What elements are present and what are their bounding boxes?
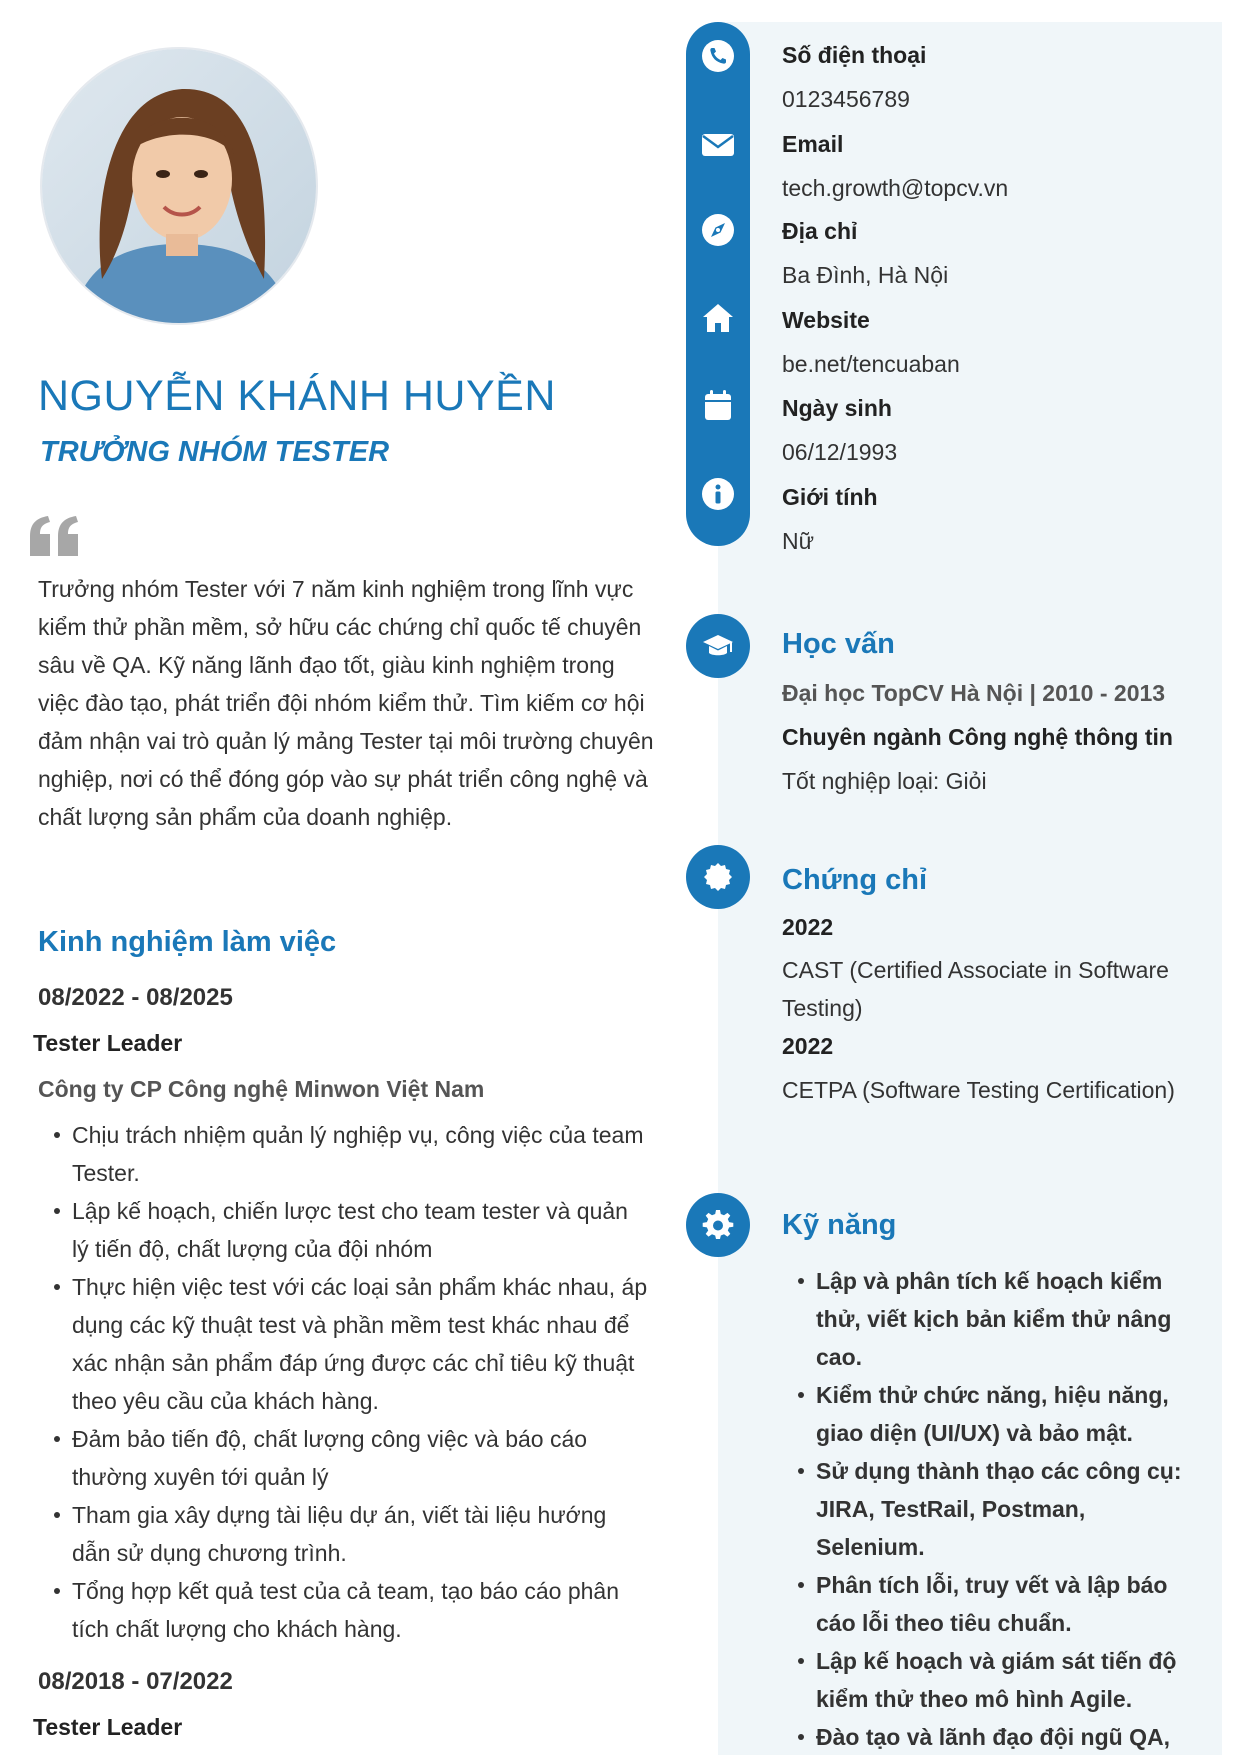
list-item: Sử dụng thành thạo các công cụ: JIRA, TestRail, Postman, Selenium. xyxy=(796,1452,1196,1566)
certificates-icon-circle xyxy=(686,845,750,909)
list-item: Lập kế hoạch và giám sát tiến độ kiểm thử theo mô hình Agile. xyxy=(796,1642,1196,1718)
phone-label: Số điện thoại xyxy=(782,42,927,68)
website-value: be.net/tencuaban xyxy=(782,351,960,377)
quote-icon xyxy=(30,516,82,556)
certificate-name: CAST (Certified Associate in Software Testing) xyxy=(782,957,1169,1021)
certificates-heading: Chứng chỉ xyxy=(782,864,928,896)
home-icon xyxy=(700,300,736,336)
phone-value: 0123456789 xyxy=(782,86,910,112)
job-role: TRƯỞNG NHÓM TESTER xyxy=(40,436,390,468)
compass-icon xyxy=(700,212,736,248)
list-item: Đảm bảo tiến độ, chất lượng công việc và báo cáo thường xuyên tới quản lý xyxy=(50,1420,650,1496)
graduation-cap-icon xyxy=(702,630,734,662)
dob-label: Ngày sinh xyxy=(782,395,892,421)
job-title: Tester Leader xyxy=(33,1030,183,1056)
gear-icon xyxy=(702,1209,734,1241)
list-item: Lập và phân tích kế hoạch kiểm thử, viết kịch bản kiểm thử nâng cao. xyxy=(796,1262,1196,1376)
phone-icon xyxy=(700,38,736,74)
list-item: Thực hiện việc test với các loại sản phẩm khác nhau, áp dụng các kỹ thuật test và phần mềm test khác nhau để xác nhận sản phẩm đáp ứng được các chỉ tiêu kỹ thuật theo yêu cầu của khách hàng. xyxy=(50,1268,650,1420)
job-period: 08/2018 - 07/2022 xyxy=(38,1668,233,1695)
gender-label: Giới tính xyxy=(782,484,878,510)
job-task-list xyxy=(50,1116,650,1648)
education-grade: Tốt nghiệp loại: Giỏi xyxy=(782,768,987,794)
dob-value: 06/12/1993 xyxy=(782,439,898,465)
website-label: Website xyxy=(782,307,870,333)
skills-heading: Kỹ năng xyxy=(782,1209,897,1241)
experience-heading: Kinh nghiệm làm việc xyxy=(38,926,337,958)
list-item: Tham gia xây dựng tài liệu dự án, viết tài liệu hướng dẫn sử dụng chương trình. xyxy=(50,1496,650,1572)
list-item: Kiểm thử chức năng, hiệu năng, giao diện (UI/UX) và bảo mật. xyxy=(796,1376,1196,1452)
gender-value: Nữ xyxy=(782,528,815,554)
education-major: Chuyên ngành Công nghệ thông tin xyxy=(782,724,1173,750)
list-item: Tổng hợp kết quả test của cả team, tạo báo cáo phân tích chất lượng cho khách hàng. xyxy=(50,1572,650,1648)
list-item: Chịu trách nhiệm quản lý nghiệp vụ, công việc của team Tester. xyxy=(50,1116,650,1192)
full-name: NGUYỄN KHÁNH HUYỀN xyxy=(38,372,556,420)
envelope-icon xyxy=(700,127,736,163)
job-company: Công ty CP Công nghệ Minwon Việt Nam xyxy=(38,1076,485,1102)
education-heading: Học vấn xyxy=(782,628,895,660)
education-icon-circle xyxy=(686,614,750,678)
job-period: 08/2022 - 08/2025 xyxy=(38,984,233,1011)
address-value: Ba Đình, Hà Nội xyxy=(782,262,949,288)
address-label: Địa chỉ xyxy=(782,218,858,244)
certificate-year: 2022 xyxy=(782,914,834,940)
certificate-year: 2022 xyxy=(782,1033,834,1059)
list-item: Đào tạo và lãnh đạo đội ngũ QA, xyxy=(796,1718,1196,1756)
email-label: Email xyxy=(782,131,844,157)
avatar xyxy=(40,47,318,325)
list-item: Phân tích lỗi, truy vết và lập báo cáo lỗi theo tiêu chuẩn. xyxy=(796,1566,1196,1642)
contact-icon-bar xyxy=(686,22,750,546)
skills-icon-circle xyxy=(686,1193,750,1257)
list-item: Lập kế hoạch, chiến lược test cho team tester và quản lý tiến độ, chất lượng của đội nhóm xyxy=(50,1192,650,1268)
calendar-icon xyxy=(700,387,736,423)
summary-text: Trưởng nhóm Tester với 7 năm kinh nghiệm trong lĩnh vực kiểm thử phần mềm, sở hữu các chứng chỉ quốc tế chuyên sâu về QA. Kỹ năng lãnh đạo tốt, giàu kinh nghiệm trong việc đào tạo, phát triển đội nhóm kiểm thử. Tìm kiếm cơ hội đảm nhận vai trò quản lý mảng Tester tại môi trường chuyên nghiệp, nơi có thể đóng góp vào sự phát triển công nghệ và chất lượng sản phẩm của doanh nghiệp. xyxy=(38,576,654,830)
education-school: Đại học TopCV Hà Nội | 2010 - 2013 xyxy=(782,680,1166,706)
info-icon xyxy=(700,476,736,512)
certificate-name: CETPA (Software Testing Certification) xyxy=(782,1077,1175,1103)
job-title: Tester Leader xyxy=(33,1714,183,1740)
skills-list xyxy=(796,1262,1196,1756)
badge-icon xyxy=(702,861,734,893)
email-value: tech.growth@topcv.vn xyxy=(782,175,1009,201)
